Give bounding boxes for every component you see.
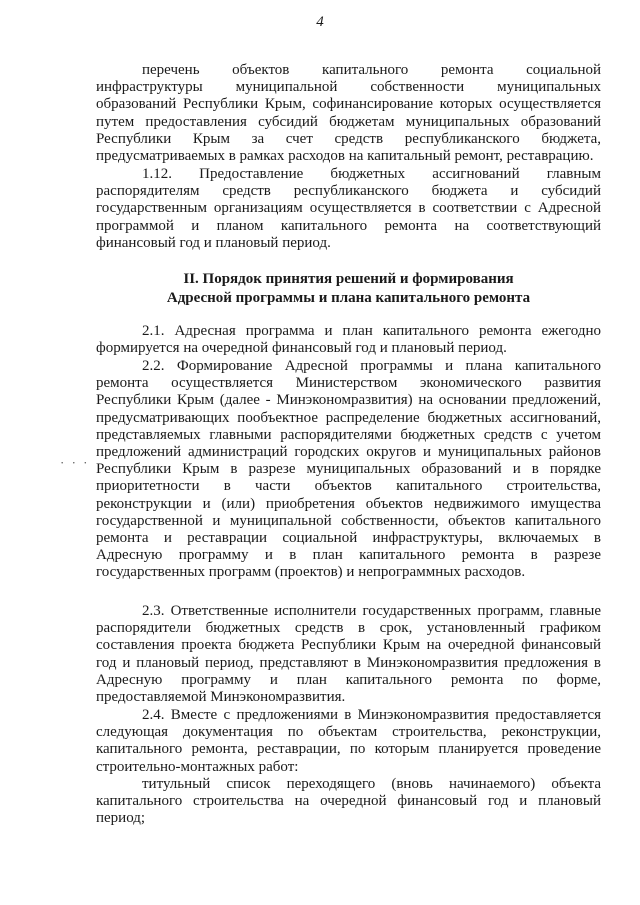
paragraph-continuation <box>96 62 601 165</box>
text-line: 1.12. Предоставление бюджетных ассигнований главным <box>142 166 601 182</box>
paragraph-2-3 <box>96 603 601 706</box>
text-line: инфраструктуры муниципальной собственности муниципальных <box>96 79 601 96</box>
text-line: формируется на очередной финансовый год и плановый период. <box>96 340 507 357</box>
text-line: предусматривающих пообъектное распределение бюджетных ассигнований, <box>96 409 601 426</box>
text-line: финансовый год и плановый период. <box>96 234 331 251</box>
text-line: следующая документация по объектам строительства, реконструкции, <box>96 724 601 741</box>
text-line: предложений администраций городских округов и муниципальных районов <box>96 443 601 460</box>
text-line: ремонта и реставрации социальной инфраструктуры, включаемых в <box>96 529 601 546</box>
text-line: 2.1. Адресная программа и план капитального ремонта ежегодно <box>142 323 601 339</box>
text-line: Республики Крым (далее - Минэкономразвития) на основании предложений, <box>96 392 601 409</box>
paragraph-2-2 <box>96 358 601 581</box>
paragraph-title-list <box>96 776 601 828</box>
paragraph-2-1 <box>96 323 601 357</box>
paragraph-2-4 <box>96 707 601 776</box>
text-line: Республики Крым в разрезе муниципальных образований и в порядке <box>96 461 601 478</box>
text-line: составления проекта бюджета Республики Крым на очередной финансовый <box>96 637 601 654</box>
text-line: Адресную программу и план капитального ремонта по форме, <box>96 671 601 688</box>
text-line: Адресную программу и в план капитального ремонта в разрезе <box>96 547 601 564</box>
text-line: 2.3. Ответственные исполнители государственных программ, главные <box>142 603 601 619</box>
text-line: ремонта осуществляется Министерством экономического развития <box>96 375 601 392</box>
heading-line: Адресной программы и плана капитального ремонта <box>166 290 531 306</box>
text-line: реконструкции и (или) приобретения объектов недвижимого имущества <box>96 495 601 512</box>
text-line: государственных программ (проектов) и непрограммных расходов. <box>96 564 526 581</box>
text-line: строительно-монтажных работ: <box>96 758 299 775</box>
text-line: представляемых главными распорядителями бюджетных средств с учетом <box>96 426 601 443</box>
text-line: период; <box>96 810 146 827</box>
text-line: путем предоставления субсидий бюджетам муниципальных образований <box>96 113 601 130</box>
text-line: распорядители бюджетных средств в срок, установленный графиком <box>96 620 601 637</box>
text-line: год и плановый период, представляют в Минэкономразвития предложения в <box>96 654 601 671</box>
page-number: 4 <box>316 14 324 30</box>
text-line: капитального ремонта, реставрации, по которым планируется проведение <box>96 741 601 758</box>
text-line: предоставляемой Минэкономразвития. <box>96 688 346 705</box>
text-line: государственным организациям осуществляется в соответствии с Адресной <box>96 200 601 217</box>
text-line: 2.2. Формирование Адресной программы и плана капитального <box>142 358 601 374</box>
text-line: титульный список переходящего (вновь начинаемого) объекта <box>142 776 601 792</box>
text-line: капитального строительства на очередной финансовый год и плановый <box>96 793 601 810</box>
paragraph-1-12 <box>96 166 601 252</box>
margin-mark: · · · <box>60 455 90 470</box>
heading-line: II. Порядок принятия решений и формирования <box>183 271 514 287</box>
text-line: Республики Крым за счет средств республиканского бюджета, <box>96 130 601 147</box>
text-line: образований Республики Крым, софинансирование которых осуществляется <box>96 96 601 113</box>
text-line: распорядителям средств республиканского бюджета и субсидий <box>96 183 601 200</box>
text-line: государственной и муниципальной собственности, объектов капитального <box>96 512 601 529</box>
text-line: программой и планом капитального ремонта на соответствующий <box>96 217 601 234</box>
text-line: приоритетности в части объектов капитального строительства, <box>96 478 601 495</box>
text-line: предусматриваемых в рамках расходов на капитальный ремонт, реставрацию. <box>96 147 594 164</box>
section-heading <box>96 270 601 308</box>
text-line: 2.4. Вместе с предложениями в Минэкономразвития предоставляется <box>142 707 601 723</box>
text-line: перечень объектов капитального ремонта социальной <box>142 62 601 78</box>
